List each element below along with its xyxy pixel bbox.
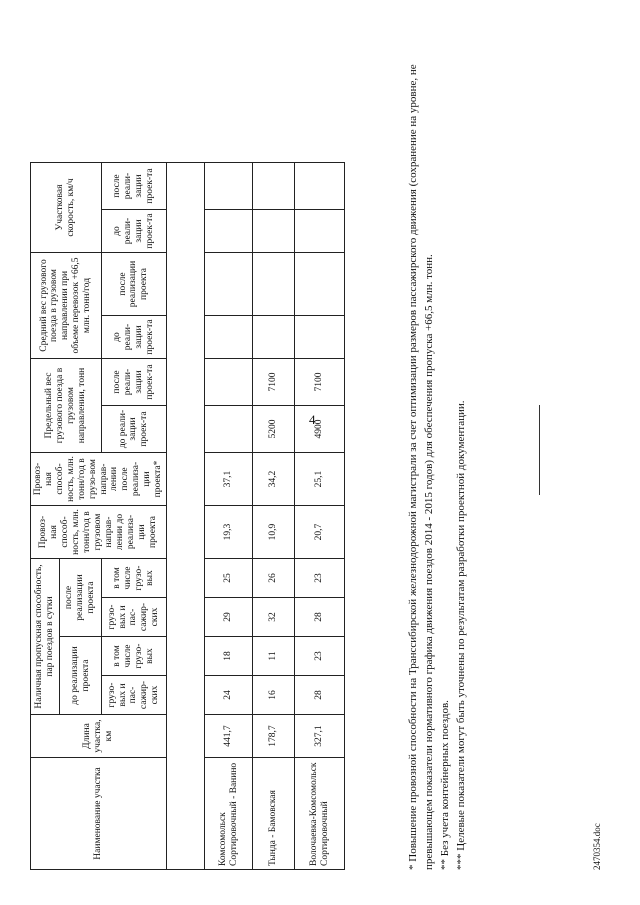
row-before-freight: 11 bbox=[253, 637, 295, 676]
capacity-table bbox=[30, 162, 345, 870]
row-after-all: 28 bbox=[295, 598, 345, 637]
row-carry-after: 25,1 bbox=[295, 453, 345, 506]
row-aw-after bbox=[253, 253, 295, 316]
col-speed-header: Участковая скорость, км/ч bbox=[31, 163, 102, 253]
col-name-header: Наименование участка bbox=[31, 758, 167, 870]
row-carry-after: 37,1 bbox=[205, 453, 253, 506]
col-avg-weight-header: Средний вес грузового поезда в грузовом направлении при объеме перевозок +66,5 млн. тонн/год bbox=[31, 253, 102, 359]
row-mw-after: 7100 bbox=[253, 359, 295, 406]
cap-before-freight-header: в том числе грузо-вых bbox=[101, 637, 166, 676]
row-mw-after: 7100 bbox=[295, 359, 345, 406]
row-sp-after bbox=[295, 163, 345, 210]
col-length-header: Длина участка, км bbox=[31, 715, 167, 758]
table-row bbox=[295, 163, 345, 870]
mw-after-header: после реали-зации проек-та bbox=[101, 359, 166, 406]
cap-before-header: до реализации проекта bbox=[60, 637, 101, 715]
row-sp-before bbox=[205, 210, 253, 253]
sp-after-header: после реали-зации проек-та bbox=[101, 163, 166, 210]
row-name: Тында - Бамовская bbox=[253, 758, 295, 870]
table-row bbox=[253, 163, 295, 870]
col-carry-before-header: Провоз-ная способ-ность, млн. тонн/год в грузовом направ-лении до реализа-ции проекта bbox=[31, 506, 167, 559]
row-sp-before bbox=[253, 210, 295, 253]
row-aw-after bbox=[205, 253, 253, 316]
col-capacity-header: Наличная пропускная способность, пар поездов в сутки bbox=[31, 559, 60, 715]
page-number: 4 bbox=[309, 412, 316, 427]
row-length: 441,7 bbox=[205, 715, 253, 758]
row-carry-before: 10,9 bbox=[253, 506, 295, 559]
row-aw-before bbox=[253, 316, 295, 359]
row-sp-before bbox=[295, 210, 345, 253]
row-after-freight: 26 bbox=[253, 559, 295, 598]
aw-after-header: после реализации проекта bbox=[101, 253, 166, 316]
table-row bbox=[205, 163, 253, 870]
sp-before-header: до реали-зации проек-та bbox=[101, 210, 166, 253]
row-before-freight: 18 bbox=[205, 637, 253, 676]
cap-after-header: после реализации проекта bbox=[60, 559, 101, 637]
cap-after-freight-header: в том числе грузо-вых bbox=[101, 559, 166, 598]
row-before-all: 24 bbox=[205, 676, 253, 715]
row-carry-after: 34,2 bbox=[253, 453, 295, 506]
row-aw-before bbox=[205, 316, 253, 359]
row-before-all: 28 bbox=[295, 676, 345, 715]
row-carry-before: 20,7 bbox=[295, 506, 345, 559]
row-after-freight: 25 bbox=[205, 559, 253, 598]
col-max-weight-header: Предельный вес грузового поезда в грузовом направлении, тонн bbox=[31, 359, 102, 453]
footnotes bbox=[406, 10, 470, 870]
footnote: * Повышение провозной способности на Транссибирской железнодорожной магистрали за счет оптимизации размеров пассажирского движения (сохранение на уровне, не превышающем показатели нормативного графика движения поездов 2014 - 2015 годов) для обеспечения пропуска +66,5 млн. тонн. bbox=[407, 64, 435, 870]
row-before-all: 16 bbox=[253, 676, 295, 715]
row-mw-before bbox=[205, 406, 253, 453]
mw-before-header: до реали-зации проек-та bbox=[101, 406, 166, 453]
row-name: Комсомольск Сортировочный - Ванино bbox=[205, 758, 253, 870]
footnote: *** Целевые показатели могут быть уточнены по результатам разработки проектной документации. bbox=[454, 400, 467, 870]
row-mw-before: 5200 bbox=[253, 406, 295, 453]
row-aw-before bbox=[295, 316, 345, 359]
row-before-freight: 23 bbox=[295, 637, 345, 676]
cap-after-all-header: грузо-вых и пас-сажир-ских bbox=[101, 598, 166, 637]
row-name: Волочаевка-Комсомольск Сортировочный bbox=[295, 758, 345, 870]
document-id: 2470354.doc bbox=[592, 823, 602, 870]
row-after-all: 29 bbox=[205, 598, 253, 637]
footnote: ** Без учета контейнерных поездов. bbox=[438, 700, 451, 870]
col-carry-after-header: Провоз-ная способ-ность, млн. тонн/год в грузо-вом направ-лении после реализа-ции проекта* bbox=[31, 453, 167, 506]
row-length: 178,7 bbox=[253, 715, 295, 758]
row-carry-before: 19,3 bbox=[205, 506, 253, 559]
row-length: 327,1 bbox=[295, 715, 345, 758]
row-mw-before: 4900 bbox=[295, 406, 345, 453]
row-aw-after bbox=[295, 253, 345, 316]
row-sp-after bbox=[205, 163, 253, 210]
aw-before-header: до реали-зации проек-та bbox=[101, 316, 166, 359]
row-after-all: 32 bbox=[253, 598, 295, 637]
row-mw-after bbox=[205, 359, 253, 406]
row-sp-after bbox=[253, 163, 295, 210]
row-after-freight: 23 bbox=[295, 559, 345, 598]
cap-before-all-header: грузо-вых и пас-сажир-ских bbox=[101, 676, 166, 715]
spacer-row bbox=[167, 163, 205, 870]
